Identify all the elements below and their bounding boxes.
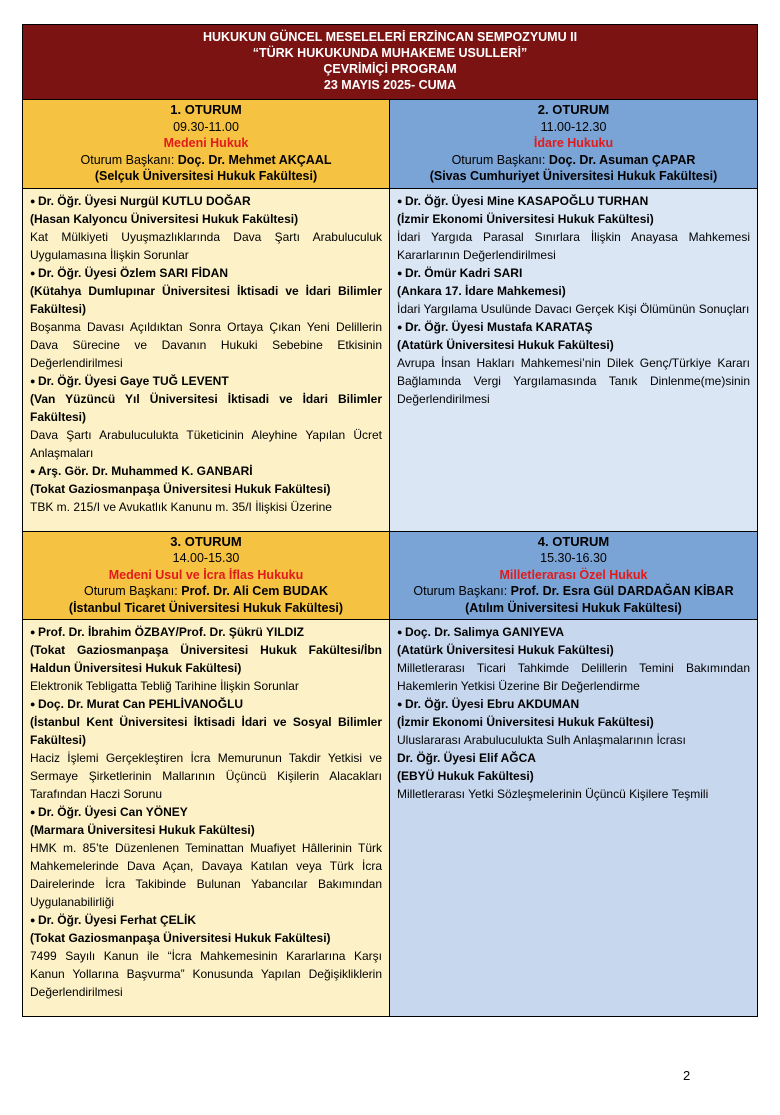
session-2-header bbox=[390, 100, 757, 189]
affiliation: (EBYÜ Hukuk Fakültesi) bbox=[397, 769, 534, 783]
affiliation: (İzmir Ekonomi Üniversitesi Hukuk Fakültesi) bbox=[397, 715, 654, 729]
chair-prefix: Oturum Başkanı: bbox=[413, 584, 511, 598]
affiliation: (Van Yüzüncü Yıl Üniversitesi İktisadi ve İdari Bilimler Fakültesi) bbox=[30, 391, 382, 424]
program-header bbox=[23, 25, 757, 100]
affiliation: (İstanbul Kent Üniversitesi İktisadi İdari ve Sosyal Bilimler Fakültesi) bbox=[30, 715, 382, 747]
page-number: 2 bbox=[683, 1068, 691, 1083]
session-time: 09.30-11.00 bbox=[173, 119, 239, 134]
paper-title: Elektronik Tebligatta Tebliğ Tarihine İlişkin Sorunlar bbox=[30, 679, 299, 693]
session-4-header bbox=[390, 532, 757, 621]
chair-name: Prof. Dr. Ali Cem BUDAK bbox=[181, 584, 329, 598]
affiliation: (Tokat Gaziosmanpaşa Üniversitesi Hukuk Fakültesi) bbox=[30, 481, 331, 496]
session-chair bbox=[27, 152, 385, 169]
program-table bbox=[22, 24, 758, 1017]
session-title: 1. OTURUM bbox=[170, 102, 242, 117]
chair-institution: (İstanbul Ticaret Üniversitesi Hukuk Fakültesi) bbox=[68, 600, 344, 615]
affiliation: (Tokat Gaziosmanpaşa Üniversitesi Hukuk Fakültesi) bbox=[30, 931, 331, 945]
session-title: 3. OTURUM bbox=[170, 533, 242, 549]
paper-title: 7499 Sayılı Kanun ile “İcra Mahkemesinin Kararlarına Karşı Kanun Yollarına Başvurma” Konusunda Yapılan Değişikliklerin Değerlendirilmesi bbox=[30, 949, 382, 999]
chair-institution: (Selçuk Üniversitesi Hukuk Fakültesi) bbox=[94, 169, 318, 183]
session-topic: Medeni Hukuk bbox=[163, 136, 249, 150]
speaker: ● Dr. Öğr. Üyesi Mustafa KARATAŞ bbox=[397, 318, 750, 336]
session-title: 2. OTURUM bbox=[537, 102, 610, 117]
speaker: ● Dr. Öğr. Üyesi Özlem SARI FİDAN bbox=[30, 264, 382, 282]
session-chair bbox=[27, 583, 385, 600]
speaker: ● Doç. Dr. Murat Can PEHLİVANOĞLU bbox=[30, 695, 382, 713]
paper-title: Milletlerarası Yetki Sözleşmelerinin Üçüncü Kişilere Teşmili bbox=[397, 787, 709, 801]
speaker: ● Dr. Öğr. Üyesi Ebru AKDUMAN bbox=[397, 695, 750, 713]
speaker: ● Arş. Gör. Dr. Muhammed K. GANBARİ bbox=[30, 462, 382, 480]
affiliation: (Atatürk Üniversitesi Hukuk Fakültesi) bbox=[397, 337, 614, 352]
session-row-2-headers bbox=[23, 532, 757, 621]
affiliation: (Atatürk Üniversitesi Hukuk Fakültesi) bbox=[397, 643, 614, 657]
symposium-title: HUKUKUN GÜNCEL MESELELERİ ERZİNCAN SEMPOZYUMU II bbox=[202, 30, 578, 44]
session-row-1-headers bbox=[23, 100, 757, 189]
speaker: ● Dr. Ömür Kadri SARI bbox=[397, 264, 750, 282]
session-time: 15.30-16.30 bbox=[540, 551, 607, 565]
chair-prefix: Oturum Başkanı: bbox=[451, 152, 549, 167]
session-time: 11.00-12.30 bbox=[540, 119, 607, 134]
speaker: ● Doç. Dr. Salimya GANIYEVA bbox=[397, 623, 750, 641]
session-3-talks bbox=[23, 620, 390, 1016]
session-chair bbox=[394, 583, 753, 600]
chair-name: Doç. Dr. Mehmet AKÇAAL bbox=[177, 152, 332, 167]
paper-title: Milletlerarası Ticari Tahkimde Delillerin Temini Bakımından Hakemlerin Yetkisi Üzerine Bir Değerlendirme bbox=[397, 661, 750, 693]
affiliation: (Ankara 17. İdare Mahkemesi) bbox=[397, 283, 566, 298]
chair-prefix: Oturum Başkanı: bbox=[83, 584, 182, 598]
session-4-talks bbox=[390, 620, 757, 1016]
paper-title: Uluslararası Arabuluculukta Sulh Anlaşmalarının İcrası bbox=[397, 733, 686, 747]
session-topic: Medeni Usul ve İcra İflas Hukuku bbox=[108, 567, 304, 582]
session-1-talks bbox=[23, 189, 390, 531]
chair-institution: (Sivas Cumhuriyet Üniversitesi Hukuk Fakültesi) bbox=[429, 169, 718, 183]
affiliation: (Marmara Üniversitesi Hukuk Fakültesi) bbox=[30, 823, 255, 837]
paper-title: İdari Yargıda Parasal Sınırlara İlişkin Anayasa Mahkemesi Kararlarının Değerlendirilmesi bbox=[397, 229, 750, 262]
affiliation: (Tokat Gaziosmanpaşa Üniversitesi Hukuk Fakültesi/İbn Haldun Üniversitesi Hukuk Fakültesi) bbox=[30, 643, 382, 675]
speaker: ● Dr. Öğr. Üyesi Ferhat ÇELİK bbox=[30, 911, 382, 929]
program-date: 23 MAYIS 2025- CUMA bbox=[323, 78, 457, 92]
chair-prefix: Oturum Başkanı: bbox=[80, 152, 178, 167]
paper-title: Haciz İşlemi Gerçekleştiren İcra Memurunun Takdir Yetkisi ve Sermaye Şirketlerinin Mallarının Üçüncü Kişilerin Alacakları Tarafından Haczi Sorunu bbox=[30, 751, 382, 801]
affiliation: (Hasan Kalyoncu Üniversitesi Hukuk Fakültesi) bbox=[30, 211, 299, 226]
session-topic: Milletlerarası Özel Hukuk bbox=[499, 567, 648, 582]
chair-institution: (Atılım Üniversitesi Hukuk Fakültesi) bbox=[465, 600, 682, 615]
paper-title: Kat Mülkiyeti Uyuşmazlıklarında Dava Şartı Arabuluculuk Uygulamasına İlişkin Sorunlar bbox=[30, 229, 382, 262]
session-title: 4. OTURUM bbox=[537, 533, 610, 549]
paper-title: HMK m. 85’te Düzenlenen Teminattan Muafiyet Hâllerinin Türk Mahkemelerinde Dava Açan, Davaya Katılan veya Türk İcra Dairelerinde İcra Takibinde Bulunan Yabancılar Bakımından Uygulanabilirliği bbox=[30, 841, 382, 909]
paper-title: İdari Yargılama Usulünde Davacı Gerçek Kişi Ölümünün Sonuçları bbox=[397, 301, 750, 316]
paper-title: TBK m. 215/I ve Avukatlık Kanunu m. 35/I İlişkisi Üzerine bbox=[30, 499, 332, 514]
speaker: ● Dr. Öğr. Üyesi Mine KASAPOĞLU TURHAN bbox=[397, 192, 750, 210]
session-row-2-bodies bbox=[23, 620, 757, 1016]
session-row-1-bodies bbox=[23, 189, 757, 532]
speaker: Dr. Öğr. Üyesi Elif AĞCA bbox=[397, 751, 536, 765]
speaker: ● Prof. Dr. İbrahim ÖZBAY/Prof. Dr. Şükrü YILDIZ bbox=[30, 623, 382, 641]
speaker: ● Dr. Öğr. Üyesi Can YÖNEY bbox=[30, 803, 382, 821]
speaker: ● Dr. Öğr. Üyesi Gaye TUĞ LEVENT bbox=[30, 372, 382, 390]
speaker: ● Dr. Öğr. Üyesi Nurgül KUTLU DOĞAR bbox=[30, 192, 382, 210]
paper-title: Avrupa İnsan Hakları Mahkemesi’nin Dilek Genç/Türkiye Kararı Bağlamında Vergi Yargılamasında Tanık Dinlenme(me)sinin Değerlendirilmesi bbox=[397, 355, 750, 406]
program-type: ÇEVRİMİÇİ PROGRAM bbox=[323, 62, 457, 76]
affiliation: (Kütahya Dumlupınar Üniversitesi İktisadi ve İdari Bilimler Fakültesi) bbox=[30, 283, 382, 316]
session-2-talks bbox=[390, 189, 757, 531]
session-chair bbox=[394, 152, 753, 169]
affiliation: (İzmir Ekonomi Üniversitesi Hukuk Fakültesi) bbox=[397, 211, 654, 226]
session-topic: İdare Hukuku bbox=[533, 136, 614, 150]
symposium-theme: “TÜRK HUKUKUNDA MUHAKEME USULLERİ” bbox=[252, 46, 528, 60]
paper-title: Boşanma Davası Açıldıktan Sonra Ortaya Çıkan Yeni Delillerin Dava Sürecine ve Davanın Hukuki Sebebine Etkisinin Değerlendirilmesi bbox=[30, 319, 382, 370]
paper-title: Dava Şartı Arabuluculukta Tüketicinin Aleyhine Yapılan Ücret Anlaşmaları bbox=[30, 427, 382, 460]
session-time: 14.00-15.30 bbox=[172, 551, 240, 565]
session-3-header bbox=[23, 532, 390, 621]
session-1-header bbox=[23, 100, 390, 189]
chair-name: Prof. Dr. Esra Gül DARDAĞAN KİBAR bbox=[510, 584, 734, 598]
chair-name: Doç. Dr. Asuman ÇAPAR bbox=[548, 152, 696, 167]
